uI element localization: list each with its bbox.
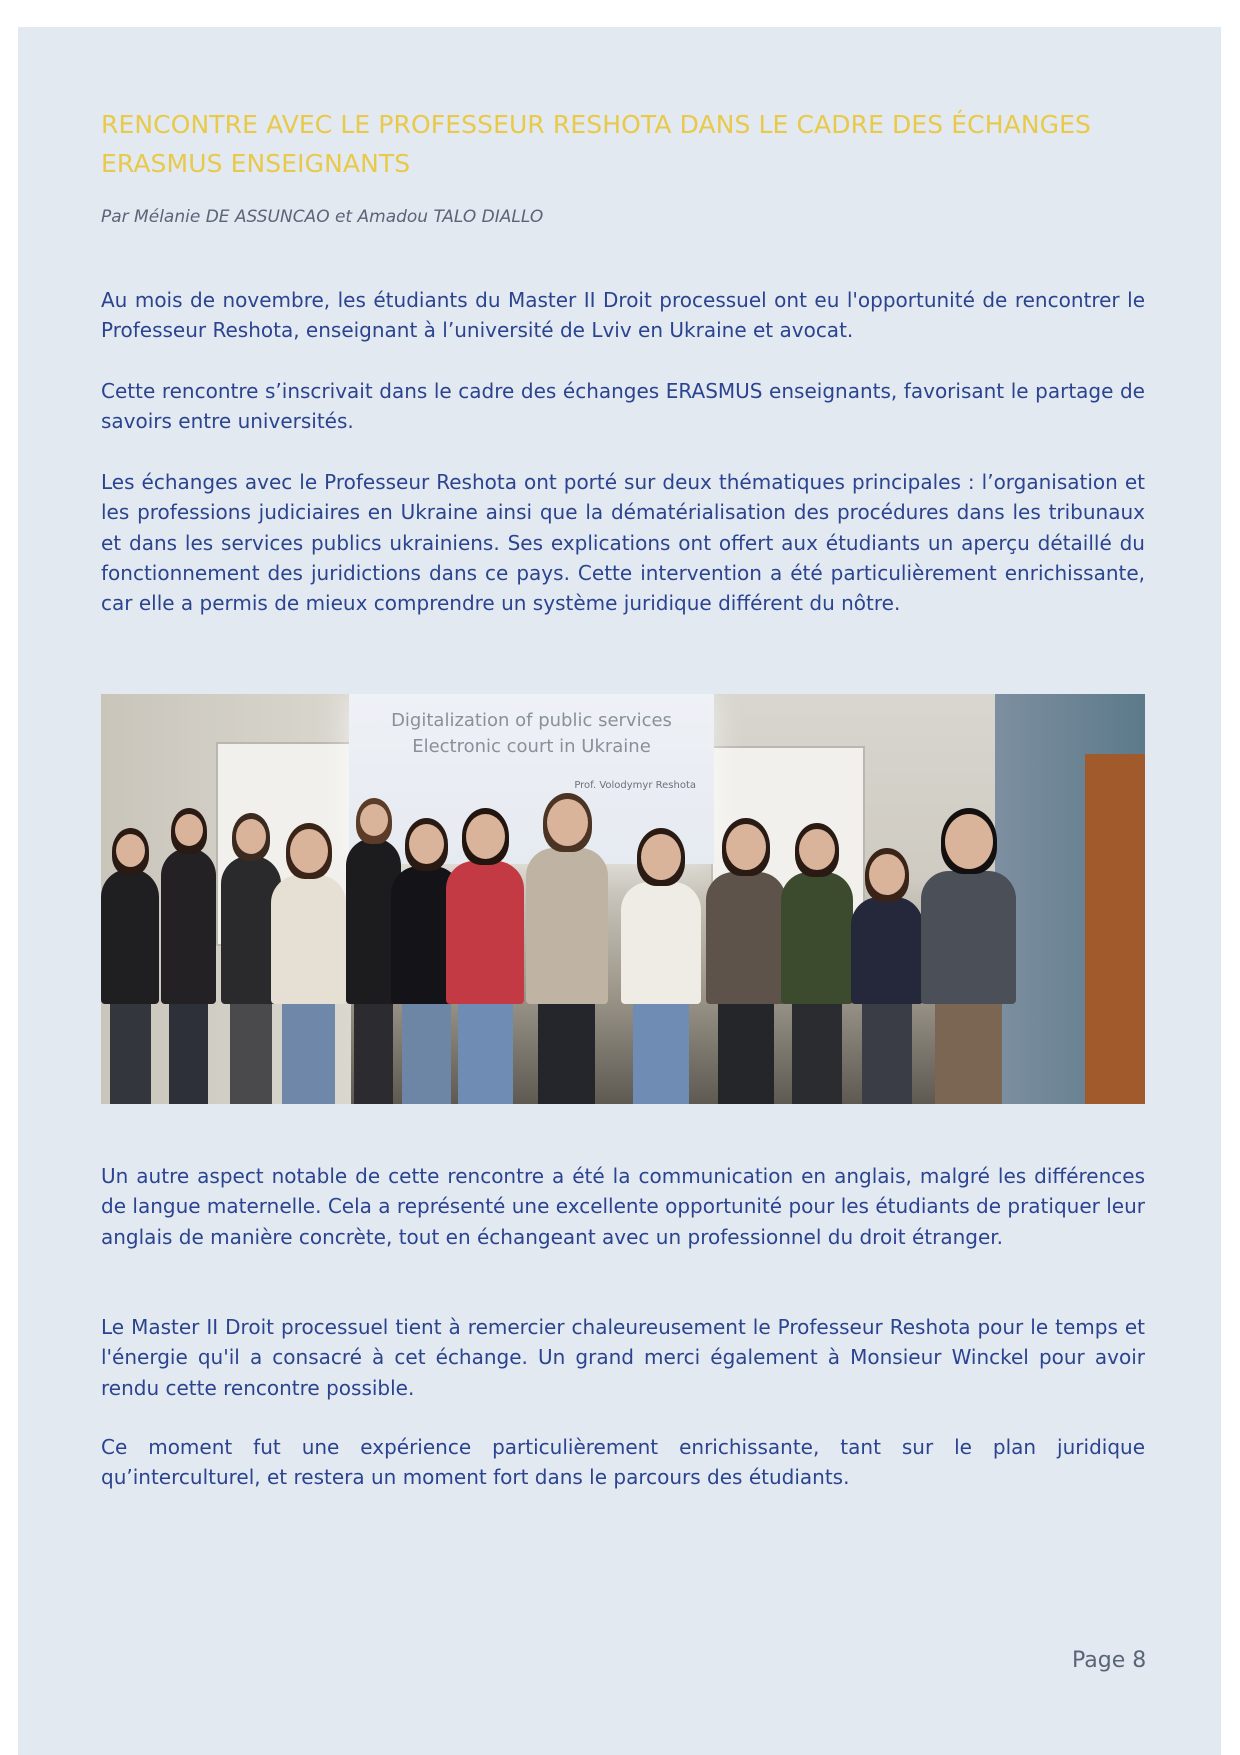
paragraph-english: Un autre aspect notable de cette rencontre a été la communication en anglais, malgré les différences de langue maternelle. Cela a représenté une excellente opportunité pour les étudiants de pratiquer leur anglais de manière concrète, tout en échangeant avec un professionnel du droit étranger. [101, 1164, 1145, 1249]
person-legs [282, 999, 335, 1104]
screen-title-line1: Digitalization of public services [391, 710, 672, 731]
person-legs [230, 999, 272, 1104]
person-figure [161, 704, 216, 1104]
screen-author: Prof. Volodymyr Reshota [574, 780, 696, 791]
article-byline: Par Mélanie DE ASSUNCAO et Amadou TALO DIALLO [101, 207, 544, 227]
person-legs [792, 999, 842, 1104]
page-number: Page 8 [1072, 1648, 1147, 1673]
person-torso [161, 848, 216, 1004]
person-figure [101, 704, 159, 1104]
person-legs [718, 999, 774, 1104]
person-head [236, 819, 266, 854]
person-torso [781, 872, 853, 1004]
person-legs [110, 999, 151, 1104]
person-figure [446, 704, 524, 1104]
person-legs [935, 999, 1002, 1104]
person-legs [862, 999, 912, 1104]
person-legs [354, 999, 393, 1104]
person-figure [851, 704, 923, 1104]
person-figure [781, 704, 853, 1104]
paragraph-conclusion: Ce moment fut une expérience particulièrement enrichissante, tant sur le plan juridique qu’interculturel, et restera un moment fort dans le parcours des étudiants. [101, 1435, 1145, 1490]
article-title: RENCONTRE AVEC LE PROFESSEUR RESHOTA DANS LE CADRE DES ÉCHANGES ERASMUS ENSEIGNANTS [101, 110, 1091, 178]
person-torso [851, 897, 923, 1004]
person-head [409, 824, 444, 864]
person-head [360, 804, 388, 836]
document-page [18, 27, 1221, 1755]
person-figure [526, 704, 608, 1104]
person-head [290, 829, 328, 873]
person-head [547, 799, 588, 846]
person-legs [169, 999, 208, 1104]
person-head [869, 854, 905, 895]
person-head [466, 814, 505, 859]
person-torso [101, 869, 159, 1004]
person-figure [706, 704, 786, 1104]
person-head [641, 834, 681, 880]
person-legs [538, 999, 595, 1104]
person-torso [446, 861, 524, 1004]
person-legs [402, 999, 451, 1104]
person-head [175, 814, 203, 846]
person-torso [271, 875, 346, 1004]
paragraph-context: Cette rencontre s’inscrivait dans le cadre des échanges ERASMUS enseignants, favorisant le partage de savoirs entre universités. [101, 379, 1145, 434]
group-photo [101, 694, 1145, 1104]
person-torso [921, 871, 1016, 1004]
person-head [726, 824, 766, 870]
person-head [799, 829, 835, 870]
person-legs [458, 999, 513, 1104]
person-figure [921, 704, 1016, 1104]
screen-title-line2: Electronic court in Ukraine [412, 736, 651, 757]
person-torso [706, 872, 786, 1004]
person-head [116, 834, 145, 867]
person-torso [621, 882, 701, 1004]
person-torso [526, 848, 608, 1004]
paragraph-thanks: Le Master II Droit processuel tient à remercier chaleureusement le Professeur Reshota pour le temps et l'énergie qu'il a consacré à cet échange. Un grand merci également à Monsieur Winckel pour avoir rendu cette rencontre possible. [101, 1315, 1145, 1400]
person-figure [271, 704, 346, 1104]
paragraph-topics: Les échanges avec le Professeur Reshota ont porté sur deux thématiques principales : l’organisation et les professions judiciaires en Ukraine ainsi que la dématérialisation des procédures dans les tribunaux et dans les services publics ukrainiens. Ses explications ont offert aux étudiants un aperçu détaillé du fonctionnement des juridictions dans ce pays. Cette intervention a été particulièrement enrichissante, car elle a permis de mieux comprendre un système juridique différent du nôtre. [101, 470, 1145, 616]
person-legs [633, 999, 689, 1104]
person-figure [621, 704, 701, 1104]
person-head [945, 814, 993, 869]
paragraph-intro: Au mois de novembre, les étudiants du Master II Droit processuel ont eu l'opportunité de rencontrer le Professeur Reshota, enseignant à l’université de Lviv en Ukraine et avocat. [101, 288, 1145, 343]
photo-door [1085, 754, 1145, 1104]
